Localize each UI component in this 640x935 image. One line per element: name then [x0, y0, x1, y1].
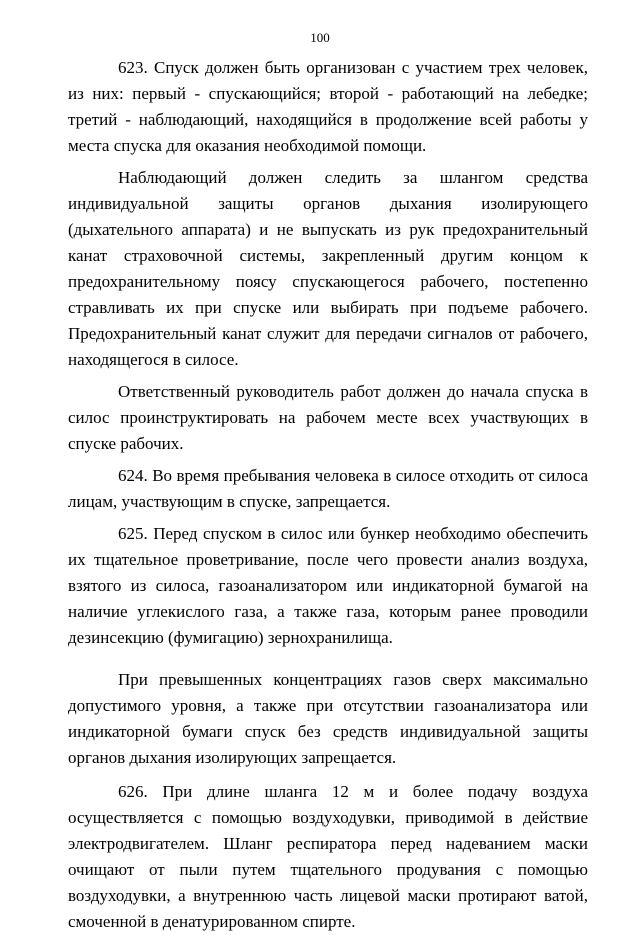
paragraph-624: 624. Во время пребывания человека в силосе отходить от силоса лицам, участвующим в спуске, запрещается. — [68, 466, 588, 511]
paragraph-gas-concentration: При превышенных концентрациях газов сверх максимально допустимого уровня, а также при отсутствии газоанализатора или индикаторной бумаги спуск без средств индивидуальной защиты органов дыхания изолирующих запрещается. — [68, 670, 588, 767]
paragraph-observer: Наблюдающий должен следить за шлангом средства индивидуальной защиты органов дыхания изолирующего (дыхательного аппарата) и не выпускать из рук предохранительный канат страховочной системы, закрепленный другим концом к предохранительному поясу спускающегося рабочего, постепенно стравливать их при спуске или выбирать при подъеме рабочего. Предохранительный канат служит для передачи сигналов от рабочего, находящегося в силосе. — [68, 168, 588, 369]
paragraph-626: 626. При длине шланга 12 м и более подачу воздуха осуществляется с помощью воздуходувки, приводимой в действие электродвигателем. Шланг респиратора перед надеванием маски очищают от пыли путем тщательного продувания с помощью воздуходувки, а внутреннюю часть лицевой маски протирают ватой, смоченной в денатурированном спирте. — [68, 782, 588, 931]
document-body — [68, 55, 588, 935]
page-number: 100 — [310, 30, 330, 45]
paragraph-625: 625. Перед спуском в силос или бункер необходимо обеспечить их тщательное проветривание, после чего провести анализ воздуха, взятого из силоса, газоанализатором или индикаторной бумагой на наличие углекислого газа, а также газа, которым ранее проводили дезинсекцию (фумигацию) зернохранилища. — [68, 524, 588, 647]
paragraph-supervisor: Ответственный руководитель работ должен до начала спуска в силос проинструктировать на рабочем месте всех участвующих в спуске рабочих. — [68, 382, 588, 453]
paragraph-623: 623. Спуск должен быть организован с участием трех человек, из них: первый - спускающийся; второй - работающий на лебедке; третий - наблюдающий, находящийся в продолжение всей работы у места спуска для оказания необходимой помощи. — [68, 58, 588, 155]
